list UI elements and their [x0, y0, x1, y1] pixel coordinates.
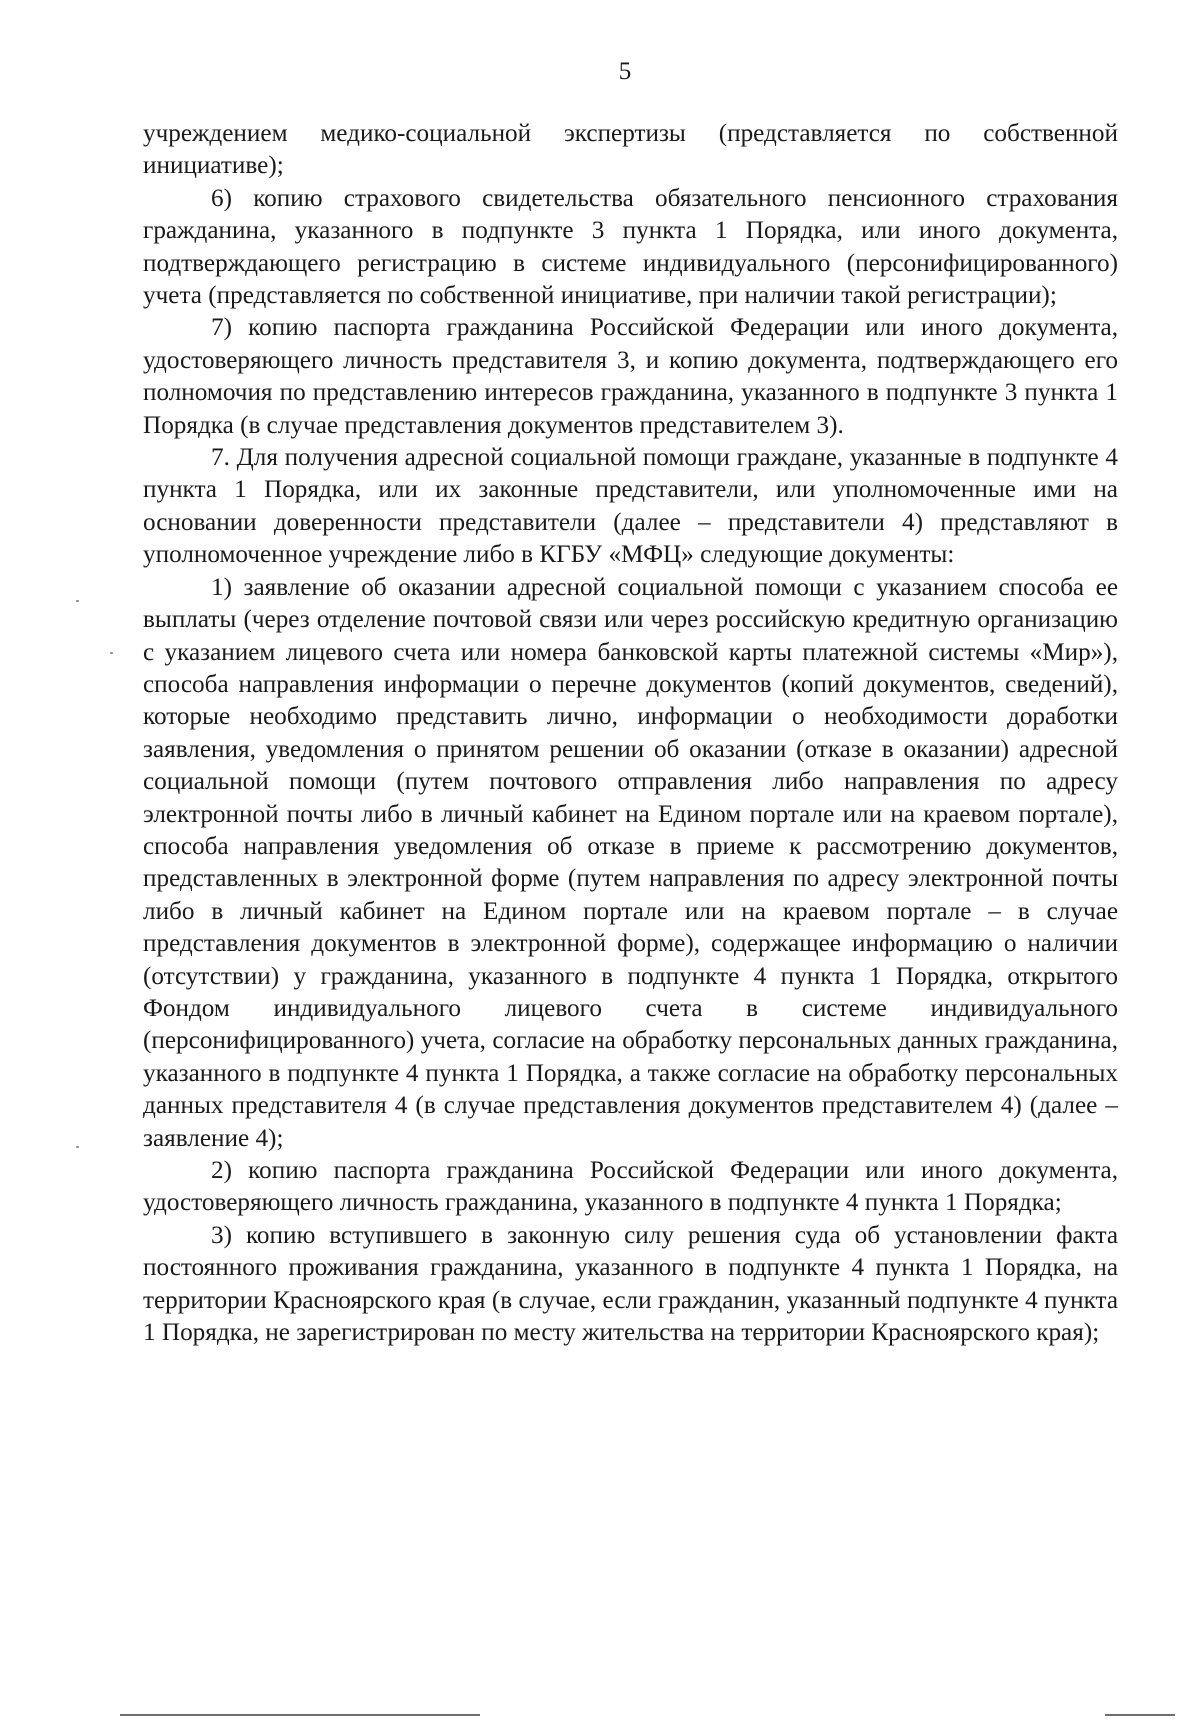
paragraph-item-6: 6) копию страхового свидетельства обязательного пенсионного страхования гражданина, указанного в подпункте 3 пункта 1 Порядка, или иного документа, подтверждающего регистрацию в системе индивидуального (персонифицированного) учета (представляется по собственной инициативе, при наличии такой регистрации);	[143, 184, 1118, 310]
bottom-scan-edge	[120, 1714, 480, 1716]
document-body	[143, 118, 1118, 1349]
paragraph-continuation: учреждением медико-социальной экспертизы (представляется по собственной инициативе);	[143, 120, 1118, 180]
page-number: 5	[618, 58, 632, 85]
scan-speck	[76, 600, 79, 602]
paragraph-item-7: 7) копию паспорта гражданина Российской Федерации или иного документа, удостоверяющего личность представителя 3, и копию документа, подтверждающего его полномочия по представлению интересов гражданина, указанного в подпункте 3 пункта 1 Порядка (в случае представления документов представителем 3).	[143, 314, 1118, 439]
bottom-scan-edge	[1105, 1714, 1175, 1716]
scan-speck	[76, 1146, 79, 1148]
paragraph-section-7: 7. Для получения адресной социальной помощи граждане, указанные в подпункте 4 пункта 1 Порядка, или их законные представители, или уполномоченные ими на основании доверенности представители (далее – представители 4) представляют в уполномоченное учреждение либо в КГБУ «МФЦ» следующие документы:	[143, 444, 1118, 569]
paragraph-item-1: 1) заявление об оказании адресной социальной помощи с указанием способа ее выплаты (через отделение почтовой связи или через российскую кредитную организацию с указанием лицевого счета или номера банковской карты платежной системы «Мир»), способа направления информации о перечне документов (копий документов, сведений), которые необходимо представить лично, информации о необходимости доработки заявления, уведомления о принятом решении об оказании (отказе в оказании) адресной социальной помощи (путем почтового отправления либо направления по адресу электронной почты либо в личный кабинет на Едином портале или на краевом портале), способа направления уведомления об отказе в приеме к рассмотрению документов, представленных в электронной форме (путем направления по адресу электронной почты либо в личный кабинет на Едином портале или на краевом портале – в случае представления документов в электронной форме), содержащее информацию о наличии (отсутствии) у гражданина, указанного в подпункте 4 пункта 1 Порядка, открытого Фондом индивидуального лицевого счета в системе индивидуального (персонифицированного) учета, согласие на обработку персональных данных гражданина, указанного в подпункте 4 пункта 1 Порядка, а также согласие на обработку персональных данных представителя 4 (в случае представления документов представителем 4) (далее – заявление 4);	[143, 573, 1118, 1152]
paragraph-item-3: 3) копию вступившего в законную силу решения суда об установлении факта постоянного проживания гражданина, указанного в подпункте 4 пункта 1 Порядка, на территории Красноярского края (в случае, если гражданин, указанный подпункте 4 пункта 1 Порядка, не зарегистрирован по месту жительства на территории Красноярского края);	[143, 1221, 1118, 1347]
paragraph-item-2: 2) копию паспорта гражданина Российской Федерации или иного документа, удостоверяющего личность гражданина, указанного в подпункте 4 пункта 1 Порядка;	[143, 1157, 1118, 1217]
scan-speck	[110, 652, 113, 654]
